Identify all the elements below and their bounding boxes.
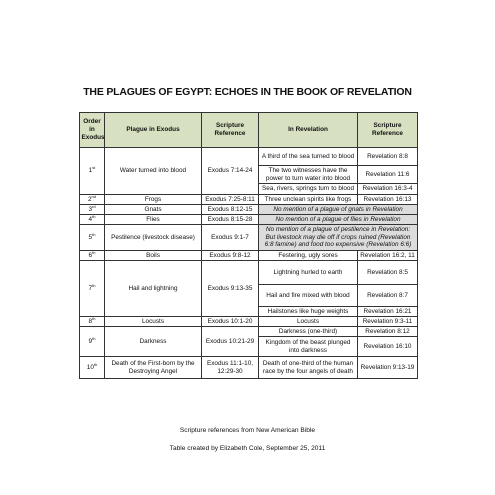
plagues-table	[79, 112, 418, 379]
revelation-text-cell: Lightning hurled to earth	[259, 261, 358, 285]
exodus-reference-cell: Exodus 10:1-20	[202, 317, 259, 327]
plague-cell: Gnats	[105, 205, 202, 215]
revelation-reference-cell: Revelation 16:3-4	[358, 184, 418, 195]
header-plague: Plague in Exodus	[105, 113, 202, 148]
order-cell: 1st	[80, 148, 105, 195]
revelation-reference-cell: Revelation 11:6	[358, 166, 418, 184]
exodus-reference-cell: Exodus 9:8-12	[202, 251, 259, 261]
footer-credit: Table created by Elizabeth Cole, September 25, 2011	[169, 445, 326, 452]
table-row	[80, 357, 418, 379]
plague-cell: Water turned into blood	[105, 148, 202, 195]
revelation-reference-cell: Revelation 9:3-11	[358, 317, 418, 327]
exodus-reference-cell: Exodus 8:15-28	[202, 215, 259, 225]
table-row	[80, 317, 418, 327]
header-in-revelation: In Revelation	[259, 113, 358, 148]
revelation-text-cell: A third of the sea turned to blood	[259, 148, 358, 166]
order-cell: 6th	[80, 251, 105, 261]
revelation-reference-cell: Revelation 8:7	[358, 285, 418, 307]
order-cell: 9th	[80, 327, 105, 357]
revelation-text-cell: Death of one-third of the human race by the four angels of death	[259, 357, 358, 379]
table-row	[80, 225, 418, 251]
revelation-reference-cell: Revelation 9:13-19	[358, 357, 418, 379]
revelation-text-cell: Hail and fire mixed with blood	[259, 285, 358, 307]
exodus-reference-cell: Exodus 7:14-24	[202, 148, 259, 195]
plague-cell: Boils	[105, 251, 202, 261]
table-row	[80, 215, 418, 225]
revelation-reference-cell: Revelation 16:2, 11	[358, 251, 418, 261]
revelation-text-cell: Darkness (one-third)	[259, 327, 358, 337]
revelation-reference-cell: Revelation 8:12	[358, 327, 418, 337]
order-cell: 3rd	[80, 205, 105, 215]
revelation-reference-cell: Revelation 16:10	[358, 337, 418, 357]
no-mention-cell: No mention of a plague of gnats in Revelation	[259, 205, 418, 215]
plague-cell: Darkness	[105, 327, 202, 357]
revelation-text-cell: Locusts	[259, 317, 358, 327]
revelation-text-cell: Hailstones like huge weights	[259, 307, 358, 317]
revelation-text-cell: Kingdom of the beast plunged into darkness	[259, 337, 358, 357]
revelation-reference-cell: Revelation 8:8	[358, 148, 418, 166]
table-row	[80, 195, 418, 205]
revelation-text-cell: Sea, rivers, springs turn to blood	[259, 184, 358, 195]
table-header-row	[80, 113, 418, 148]
revelation-reference-cell: Revelation 16:13	[358, 195, 418, 205]
exodus-reference-cell: Exodus 9:1-7	[202, 225, 259, 251]
order-cell: 4th	[80, 215, 105, 225]
revelation-reference-cell: Revelation 8:5	[358, 261, 418, 285]
plague-cell: Pestilence (livestock disease)	[105, 225, 202, 251]
revelation-text-cell: The two witnesses have the power to turn water into blood	[259, 166, 358, 184]
order-cell: 2nd	[80, 195, 105, 205]
table-row	[80, 148, 418, 166]
header-order: Order in Exodus	[80, 113, 105, 148]
plague-cell: Flies	[105, 215, 202, 225]
exodus-reference-cell: Exodus 8:12-15	[202, 205, 259, 215]
plague-cell: Locusts	[105, 317, 202, 327]
no-mention-cell: No mention of a plague of pestilence in Revelation: But livestock may die off if crops ruined (Revelation 6:8 famine) and food too expensive (Revelation 6:6)	[259, 225, 418, 251]
page-title: THE PLAGUES OF EGYPT: ECHOES IN THE BOOK OF REVELATION	[83, 86, 412, 98]
table-row	[80, 261, 418, 285]
table-row	[80, 251, 418, 261]
table-row	[80, 327, 418, 337]
order-cell: 7th	[80, 261, 105, 317]
plague-cell: Frogs	[105, 195, 202, 205]
order-cell: 5th	[80, 225, 105, 251]
no-mention-cell: No mention of a plague of flies in Revelation	[259, 215, 418, 225]
header-revelation-reference: Scripture Reference	[358, 113, 418, 148]
exodus-reference-cell: Exodus 10:21-29	[202, 327, 259, 357]
revelation-text-cell: Three unclean spirits like frogs	[259, 195, 358, 205]
exodus-reference-cell: Exodus 7:25-8:11	[202, 195, 259, 205]
revelation-reference-cell: Revelation 16:21	[358, 307, 418, 317]
table-body	[80, 148, 418, 379]
order-cell: 8th	[80, 317, 105, 327]
table-row	[80, 205, 418, 215]
plague-cell: Death of the First-born by the Destroying Angel	[105, 357, 202, 379]
exodus-reference-cell: Exodus 11:1-10, 12:29-30	[202, 357, 259, 379]
plague-cell: Hail and lightning	[105, 261, 202, 317]
exodus-reference-cell: Exodus 9:13-35	[202, 261, 259, 317]
header-scripture-reference: Scripture Reference	[202, 113, 259, 148]
revelation-text-cell: Festering, ugly sores	[259, 251, 358, 261]
footer-source: Scripture references from New American Bible	[179, 427, 316, 434]
order-cell: 10th	[80, 357, 105, 379]
